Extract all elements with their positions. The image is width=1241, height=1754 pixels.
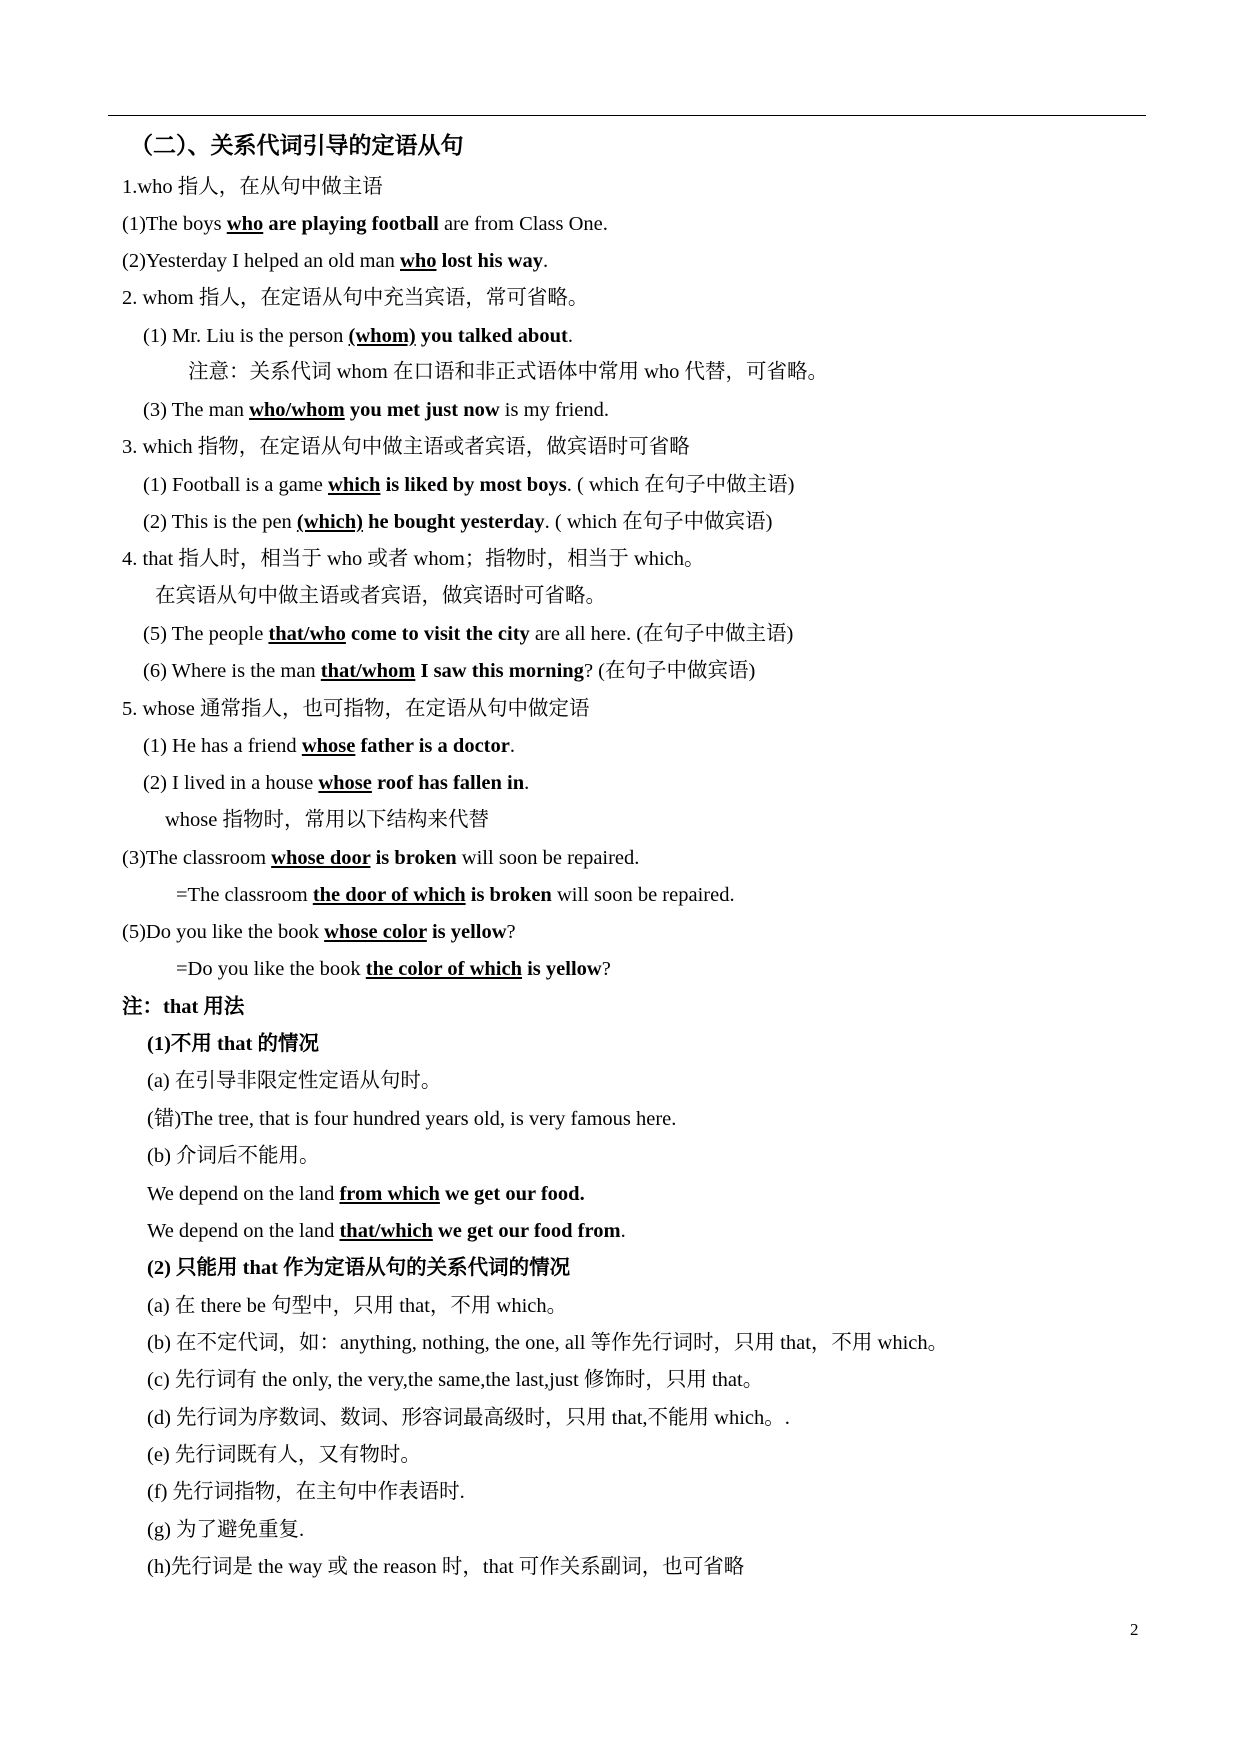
note-p2-item-b: (b) 在不定代词，如：anything, nothing, the one, all 等作先行词时，只用 that，不用 which。 — [147, 1332, 949, 1354]
section-heading: （二）、关系代词引导的定语从句 — [130, 133, 464, 158]
s4-title: 4. that 指人时，相当于 who 或者 whom；指物时，相当于 which。 — [122, 548, 705, 570]
note-p1-b-example-2: We depend on the land that/which we get our food from. — [147, 1220, 626, 1242]
example-5-1: (1) He has a friend whose father is a doctor. — [143, 735, 515, 757]
s2-title: 2. whom 指人，在定语从句中充当宾语，常可省略。 — [122, 287, 589, 309]
note-p2-item-a: (a) 在 there be 句型中，只用 that，不用 which。 — [147, 1295, 568, 1317]
note-p2-item-e: (e) 先行词既有人，又有物时。 — [147, 1444, 421, 1466]
s2-note: 注意：关系代词 whom 在口语和非正式语体中常用 who 代替，可省略。 — [188, 361, 829, 383]
s3-title: 3. which 指物，在定语从句中做主语或者宾语，做宾语时可省略 — [122, 436, 690, 458]
note-p2-item-d: (d) 先行词为序数词、数词、形容词最高级时，只用 that,不能用 which。. — [147, 1407, 790, 1429]
note-p1-b: (b) 介词后不能用。 — [147, 1145, 320, 1167]
s5-title: 5. whose 通常指人，也可指物，在定语从句中做定语 — [122, 698, 590, 720]
example-2-3: (3) The man who/whom you met just now is my friend. — [143, 399, 609, 421]
note-p1-a: (a) 在引导非限定性定语从句时。 — [147, 1070, 442, 1092]
note-p1-title: (1)不用 that 的情况 — [147, 1033, 319, 1055]
example-5-3: (3)The classroom whose door is broken will soon be repaired. — [122, 847, 640, 869]
s4-sub: 在宾语从句中做主语或者宾语，做宾语时可省略。 — [155, 585, 606, 607]
page-number: 2 — [1130, 1620, 1139, 1639]
example-5-3b: =The classroom the door of which is broken will soon be repaired. — [176, 884, 735, 906]
example-1-1: (1)The boys who are playing football are from Class One. — [122, 213, 608, 235]
note-p2-title: (2) 只能用 that 作为定语从句的关系代词的情况 — [147, 1257, 571, 1279]
note-p2-item-f: (f) 先行词指物，在主句中作表语时. — [147, 1481, 465, 1503]
s1-title: 1.who 指人，在从句中做主语 — [122, 176, 383, 198]
example-5-2: (2) I lived in a house whose roof has fallen in. — [143, 772, 530, 794]
example-5-5b: =Do you like the book the color of which is yellow? — [176, 958, 611, 980]
example-3-2: (2) This is the pen (which) he bought yesterday. ( which 在句子中做宾语) — [143, 511, 773, 533]
example-4-5: (5) The people that/who come to visit the city are all here. (在句子中做主语) — [143, 623, 794, 645]
note-p2-item-g: (g) 为了避免重复. — [147, 1519, 305, 1541]
note-p2-item-h: (h)先行词是 the way 或 the reason 时，that 可作关系副词，也可省略 — [147, 1556, 745, 1578]
note-p1-b-example-1: We depend on the land from which we get our food. — [147, 1183, 585, 1205]
example-1-2: (2)Yesterday I helped an old man who lost his way. — [122, 250, 549, 272]
note-p1-a-example: (错)The tree, that is four hundred years old, is very famous here. — [147, 1108, 677, 1130]
example-4-6: (6) Where is the man that/whom I saw this morning? (在句子中做宾语) — [143, 660, 756, 682]
example-2-1: (1) Mr. Liu is the person (whom) you talked about. — [143, 325, 573, 347]
example-3-1: (1) Football is a game which is liked by most boys. ( which 在句子中做主语) — [143, 474, 795, 496]
note-p2-item-c: (c) 先行词有 the only, the very,the same,the last,just 修饰时，只用 that。 — [147, 1369, 764, 1391]
note-title: 注：that 用法 — [122, 996, 245, 1018]
example-5-5: (5)Do you like the book whose color is yellow? — [122, 921, 516, 943]
s5-sub: whose 指物时，常用以下结构来代替 — [165, 809, 490, 831]
header-rule — [108, 115, 1146, 116]
